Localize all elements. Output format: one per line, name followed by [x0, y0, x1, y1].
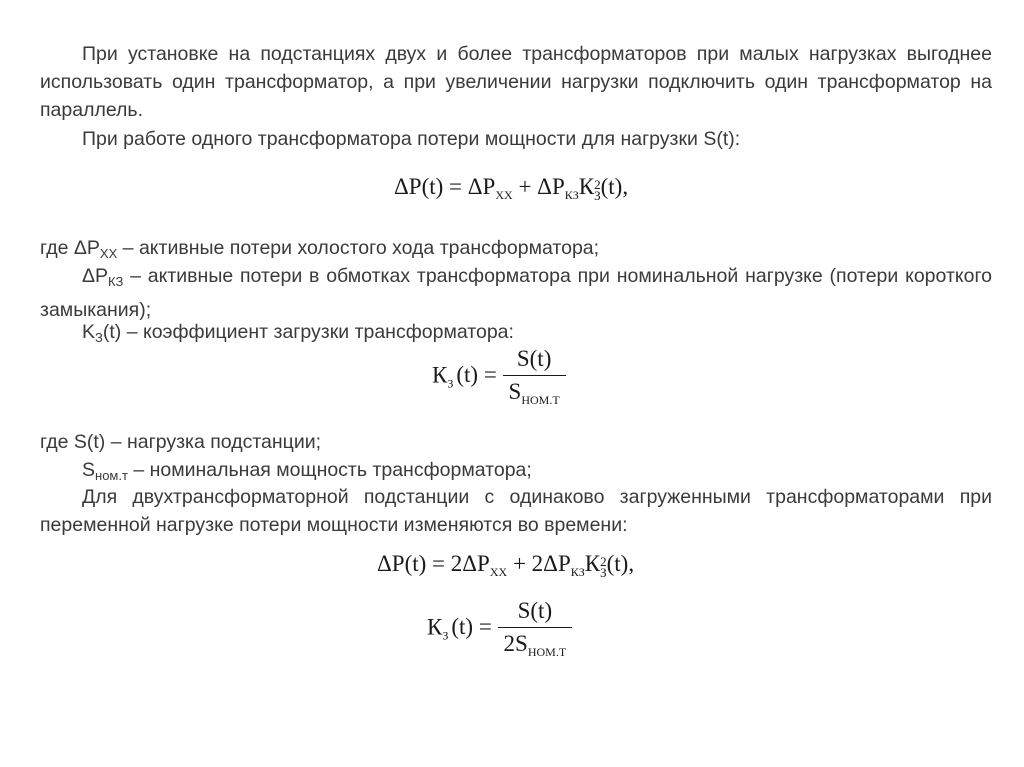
formula-sub-xx: ХХ: [489, 565, 508, 579]
fraction-numerator: S(t): [503, 346, 566, 376]
formula-sup-2: 2: [594, 177, 601, 192]
def-pkz-symbol: ΔP: [82, 265, 109, 287]
formula-sub-3: З: [442, 628, 449, 643]
formula-fraction: [503, 346, 566, 408]
formula-sub-kz: КЗ: [570, 565, 585, 579]
def-pxx-symbol: где ΔP: [40, 237, 100, 259]
def-snom-text: – номинальная мощность трансформатора;: [127, 459, 532, 481]
formula-load-factor-double: [427, 598, 572, 660]
definition-load: где S(t) – нагрузка подстанции;: [40, 431, 322, 453]
formula-k: К: [427, 614, 443, 640]
formula-sub-3: З: [600, 565, 607, 580]
fraction-den-symbol: 2S: [503, 631, 528, 656]
paragraph-intro: При установке на подстанциях двух и более трансформаторов при малых нагрузках выгоднее использовать один трансформатор, а при увеличении нагрузки подключить один трансформатор на параллель.: [40, 43, 992, 121]
fraction-denominator: [498, 628, 573, 660]
formula-sub-3: З: [447, 376, 454, 391]
def-kz-text: (t) – коэффициент загрузки трансформатора:: [102, 321, 514, 343]
formula-plus: + 2ΔP: [507, 551, 571, 576]
formula-tail: (t),: [606, 551, 635, 576]
formula-k: К: [578, 174, 595, 199]
fraction-numerator: S(t): [498, 598, 573, 628]
fraction-den-symbol: S: [508, 379, 522, 404]
formula-fraction: [498, 598, 573, 660]
definition-pkz: [40, 262, 992, 324]
formula-sup-2: 2: [600, 554, 607, 569]
def-kz-symbol: K: [82, 321, 96, 343]
paragraph-single-transformer: При работе одного трансформатора потери мощности для нагрузки S(t):: [82, 128, 741, 150]
formula-power-loss-single: [394, 174, 628, 203]
paragraph-two-transformer: Для двухтрансформаторной подстанции с одинаково загруженными трансформаторами при переменной нагрузке потери мощности изменяются во времени:: [40, 486, 992, 536]
fraction-den-sub: НОМ.Т: [527, 645, 567, 659]
def-snom-sub: ном.т: [95, 468, 128, 483]
formula-sub-kz: КЗ: [564, 188, 579, 202]
def-pkz-sub: КЗ: [108, 274, 124, 289]
fraction-den-sub: НОМ.Т: [521, 393, 560, 407]
formula-k: К: [432, 362, 448, 388]
formula-plus: + ΔP: [512, 174, 565, 199]
formula-tail: (t),: [600, 174, 629, 199]
formula-t-eq: (t) =: [456, 362, 497, 388]
formula-power-loss-double: [377, 551, 634, 580]
formula-lhs: ΔP(t) = 2ΔP: [377, 551, 490, 576]
def-pxx-sub: XX: [99, 246, 118, 261]
formula-sub-3: З: [594, 188, 601, 203]
formula-lhs: ΔP(t) = ΔP: [394, 174, 496, 199]
formula-load-factor-single: [432, 346, 566, 408]
fraction-denominator: [503, 376, 566, 408]
def-pkz-text: – активные потери в обмотках трансформатора при номинальной нагрузке (потери короткого замыкания);: [40, 265, 992, 321]
formula-sub-xx: ХХ: [495, 188, 513, 202]
def-pxx-text: – активные потери холостого хода трансформатора;: [117, 237, 600, 259]
def-snom-symbol: S: [82, 459, 96, 481]
def-kz-sub: З: [95, 330, 103, 345]
formula-k: К: [584, 551, 601, 576]
formula-t-eq: (t) =: [451, 614, 492, 640]
